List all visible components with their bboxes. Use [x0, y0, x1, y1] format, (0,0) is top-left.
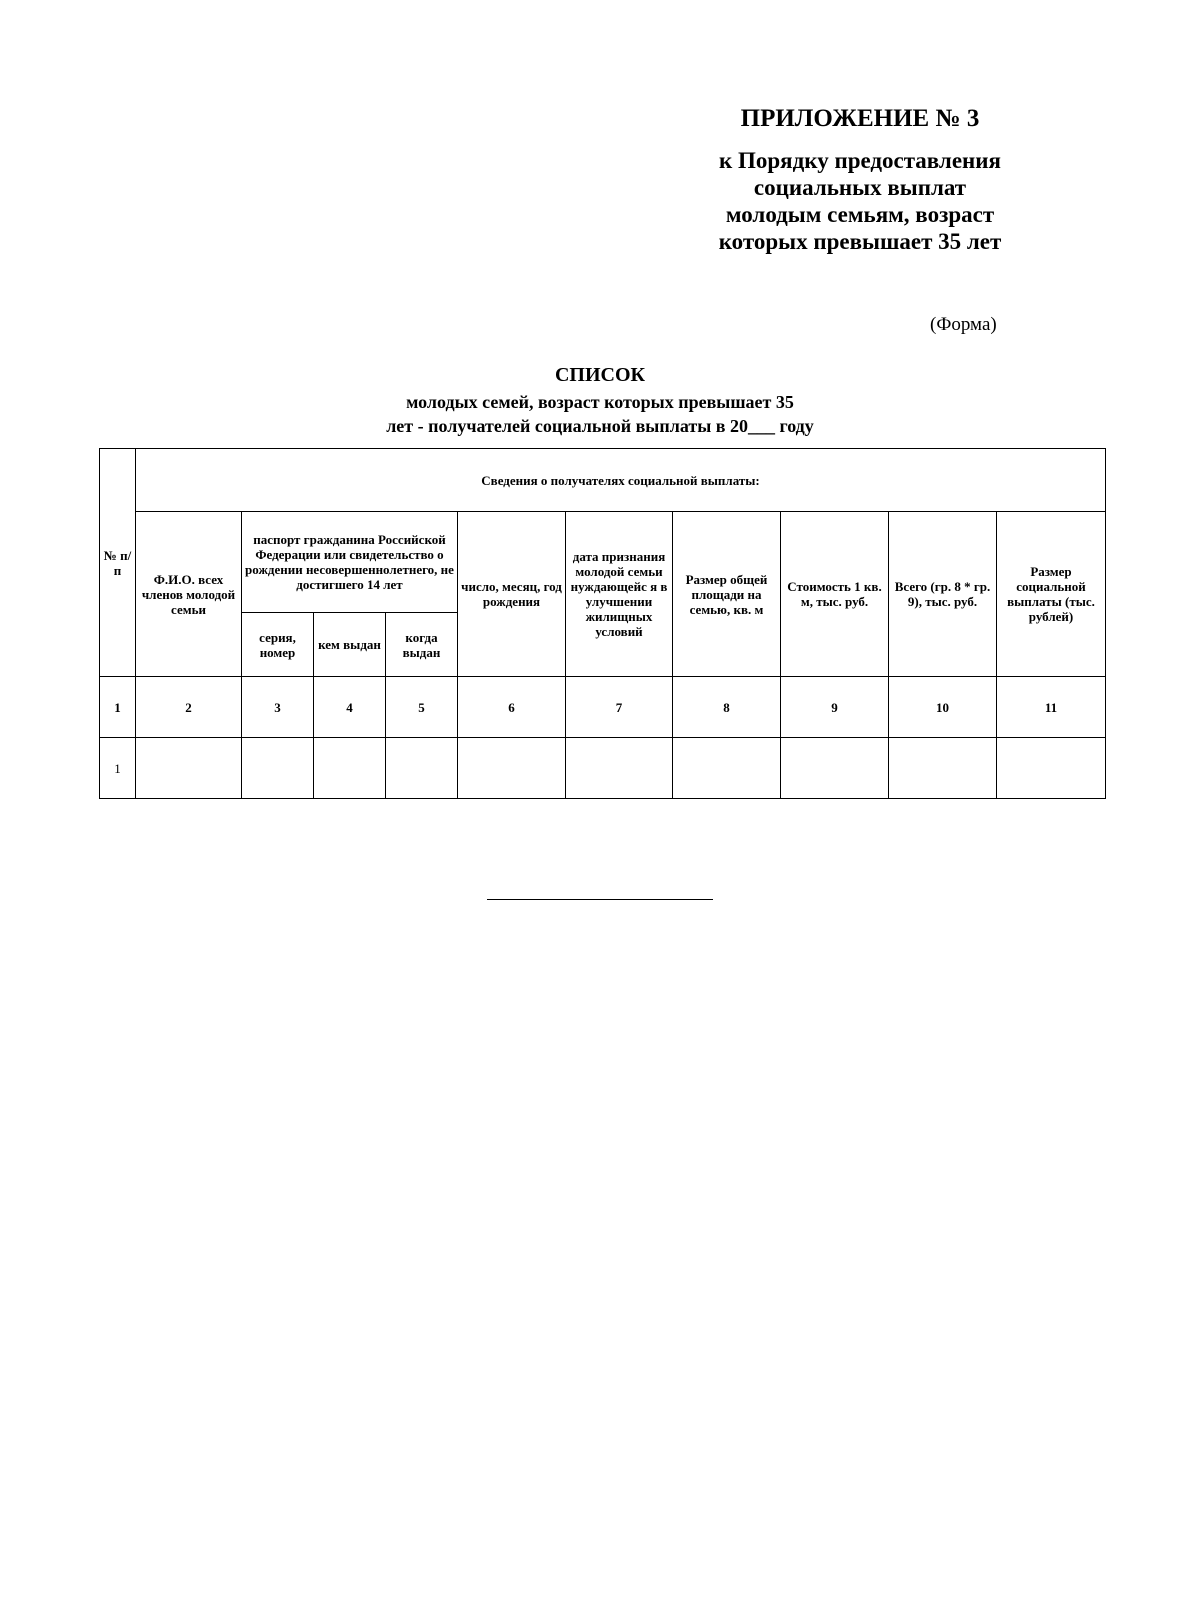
- appendix-line-1: к Порядку предоставления: [719, 148, 1001, 173]
- header-col-birth-date: число, месяц, год рождения: [458, 512, 566, 677]
- column-number-row: [100, 677, 1106, 738]
- appendix-header: [660, 104, 1060, 255]
- table-cell: [781, 738, 889, 799]
- table-cell: [889, 738, 997, 799]
- recipients-table: [99, 448, 1106, 799]
- column-number: 1: [100, 677, 136, 738]
- column-number: 2: [136, 677, 242, 738]
- column-number: 7: [566, 677, 673, 738]
- header-col-passport: паспорт гражданина Российской Федерации или свидетельство о рождении несовершеннолетнего, не достигшего 14 лет: [242, 512, 458, 613]
- signature-divider: [487, 899, 713, 900]
- header-col-number: № п/п: [100, 449, 136, 677]
- table-cell: [314, 738, 386, 799]
- table-cell: [136, 738, 242, 799]
- list-subtitle-line-1: молодых семей, возраст которых превышает 35: [406, 392, 794, 412]
- row-number: 1: [100, 738, 136, 799]
- header-col-area: Размер общей площади на семью, кв. м: [673, 512, 781, 677]
- table-cell: [386, 738, 458, 799]
- column-number: 3: [242, 677, 314, 738]
- header-col-issued-by: кем выдан: [314, 613, 386, 677]
- column-number: 6: [458, 677, 566, 738]
- header-col-series: серия, номер: [242, 613, 314, 677]
- header-col-recognition-date: дата признания молодой семьи нуждающейс я в улучшении жилищных условий: [566, 512, 673, 677]
- table-cell: [458, 738, 566, 799]
- appendix-title: ПРИЛОЖЕНИЕ № 3: [740, 105, 980, 132]
- table-cell: [673, 738, 781, 799]
- form-label: (Форма): [930, 314, 997, 335]
- column-number: 9: [781, 677, 889, 738]
- column-number: 8: [673, 677, 781, 738]
- header-col-payment: Размер социальной выплаты (тыс. рублей): [997, 512, 1106, 677]
- appendix-line-2: социальных выплат: [753, 175, 967, 200]
- column-number: 10: [889, 677, 997, 738]
- appendix-line-3: молодым семьям, возраст: [725, 202, 995, 227]
- table-cell: [242, 738, 314, 799]
- column-number: 4: [314, 677, 386, 738]
- list-title: СПИСОК: [554, 364, 646, 386]
- appendix-line-4: которых превышает 35 лет: [718, 229, 1002, 254]
- column-number: 11: [997, 677, 1106, 738]
- column-number: 5: [386, 677, 458, 738]
- table-cell: [997, 738, 1106, 799]
- table-cell: [566, 738, 673, 799]
- header-col-fio: Ф.И.О. всех членов молодой семьи: [136, 512, 242, 677]
- table-row: [100, 738, 1106, 799]
- header-col-issued-when: когда выдан: [386, 613, 458, 677]
- header-col-cost-per-sqm: Стоимость 1 кв. м, тыс. руб.: [781, 512, 889, 677]
- header-group-recipients: Сведения о получателях социальной выплаты:: [136, 449, 1106, 512]
- header-col-total: Всего (гр. 8 * гр. 9), тыс. руб.: [889, 512, 997, 677]
- list-subtitle-line-2: лет - получателей социальной выплаты в 20___ году: [386, 416, 814, 436]
